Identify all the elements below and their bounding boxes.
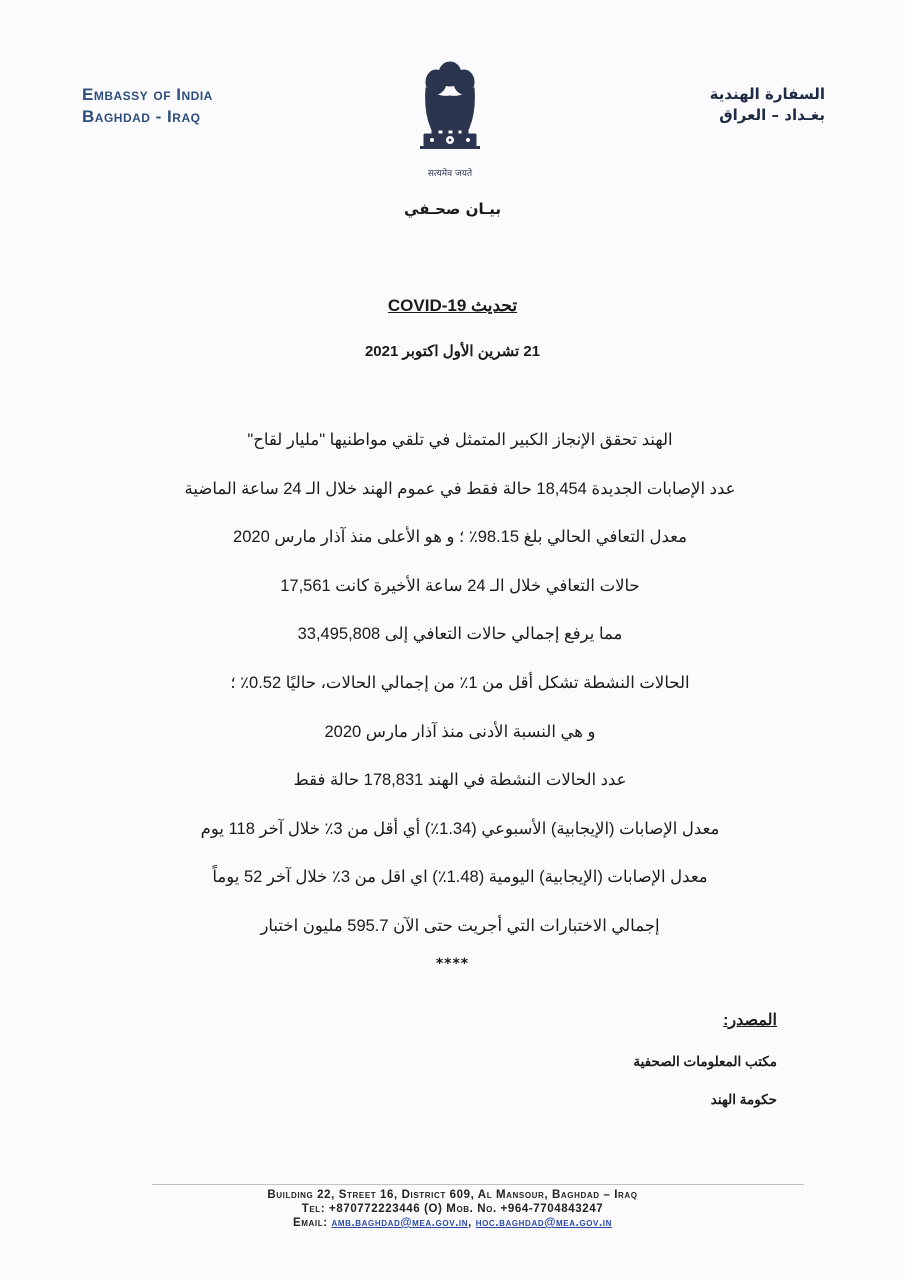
covid-update-title: تحديث COVID-19 bbox=[387, 296, 518, 315]
ashoka-emblem-icon bbox=[410, 58, 490, 178]
embassy-name-en-line1: Embassy of India bbox=[82, 85, 213, 104]
body-line: الحالات النشطة تشكل أقل من 1٪ من إجمالي الحالات، حاليًا 0.52٪ ؛ bbox=[230, 673, 690, 692]
embassy-name-arabic bbox=[710, 84, 825, 126]
body-line: معدل الإصابات (الإيجابية) الأسبوعي (1.34٪) أي أقل من 3٪ خلال آخر 118 يوم bbox=[200, 819, 720, 838]
footer-emails bbox=[0, 1216, 905, 1230]
press-release-title: بيـان صحـفي bbox=[404, 200, 501, 218]
source-line-pib: مكتب المعلومات الصحفية bbox=[633, 1054, 777, 1069]
body-line: معدل التعافي الحالي بلغ 98.15٪ ؛ و هو الأعلى منذ آذار مارس 2020 bbox=[233, 528, 687, 547]
footer-divider bbox=[152, 1184, 804, 1185]
press-release-body bbox=[120, 426, 800, 961]
body-line: عدد الحالات النشطة في الهند 178,831 حالة فقط bbox=[293, 771, 627, 790]
body-line: حالات التعافي خلال الـ 24 ساعة الأخيرة كانت 17,561 bbox=[280, 576, 640, 595]
email-label: Email: bbox=[293, 1217, 328, 1229]
footer-phones: Tel: +870772223446 (O) Mob. No. +964-7704843247 bbox=[301, 1203, 604, 1215]
source-line-government: حكومة الهند bbox=[710, 1092, 777, 1107]
body-line: عدد الإصابات الجديدة 18,454 حالة فقط في عموم الهند خلال الـ 24 ساعة الماضية bbox=[184, 479, 736, 498]
source-label: المصدر: bbox=[723, 1012, 777, 1029]
section-separator: **** bbox=[435, 956, 470, 972]
body-line: مما يرفع إجمالي حالات التعافي إلى 33,495,808 bbox=[297, 625, 623, 644]
source-block bbox=[633, 1010, 777, 1128]
email-link-ambassador[interactable]: amb.baghdad@mea.gov.in bbox=[331, 1217, 469, 1229]
emblem-motto: सत्यमेव जयते bbox=[427, 169, 473, 179]
letterhead-footer bbox=[0, 1188, 905, 1230]
embassy-name-en-line2: Baghdad - Iraq bbox=[82, 107, 201, 126]
body-line: إجمالي الاختبارات التي أجريت حتى الآن 595.7 مليون اختبار bbox=[260, 916, 660, 935]
body-line: معدل الإصابات (الإيجابية) اليومية (1.48٪) اي اقل من 3٪ خلال آخر 52 يوماً bbox=[212, 868, 708, 887]
email-link-head-of-chancery[interactable]: hoc.baghdad@mea.gov.in bbox=[475, 1217, 612, 1229]
embassy-name-ar-line1: السفارة الهندية bbox=[709, 85, 825, 103]
body-line: الهند تحقق الإنجاز الكبير المتمثل في تلقي مواطنيها "مليار لقاح" bbox=[247, 431, 673, 449]
embassy-name-english bbox=[82, 84, 213, 128]
body-line: و هي النسبة الأدنى منذ آذار مارس 2020 bbox=[324, 722, 596, 741]
release-date: 21 تشرين الأول اكتوبر 2021 bbox=[364, 343, 541, 360]
footer-address: Building 22, Street 16, District 609, Al Mansour, Baghdad – Iraq bbox=[267, 1189, 638, 1201]
embassy-name-ar-line2: بغـداد – العراق bbox=[719, 106, 825, 124]
email-separator: , bbox=[468, 1217, 472, 1229]
